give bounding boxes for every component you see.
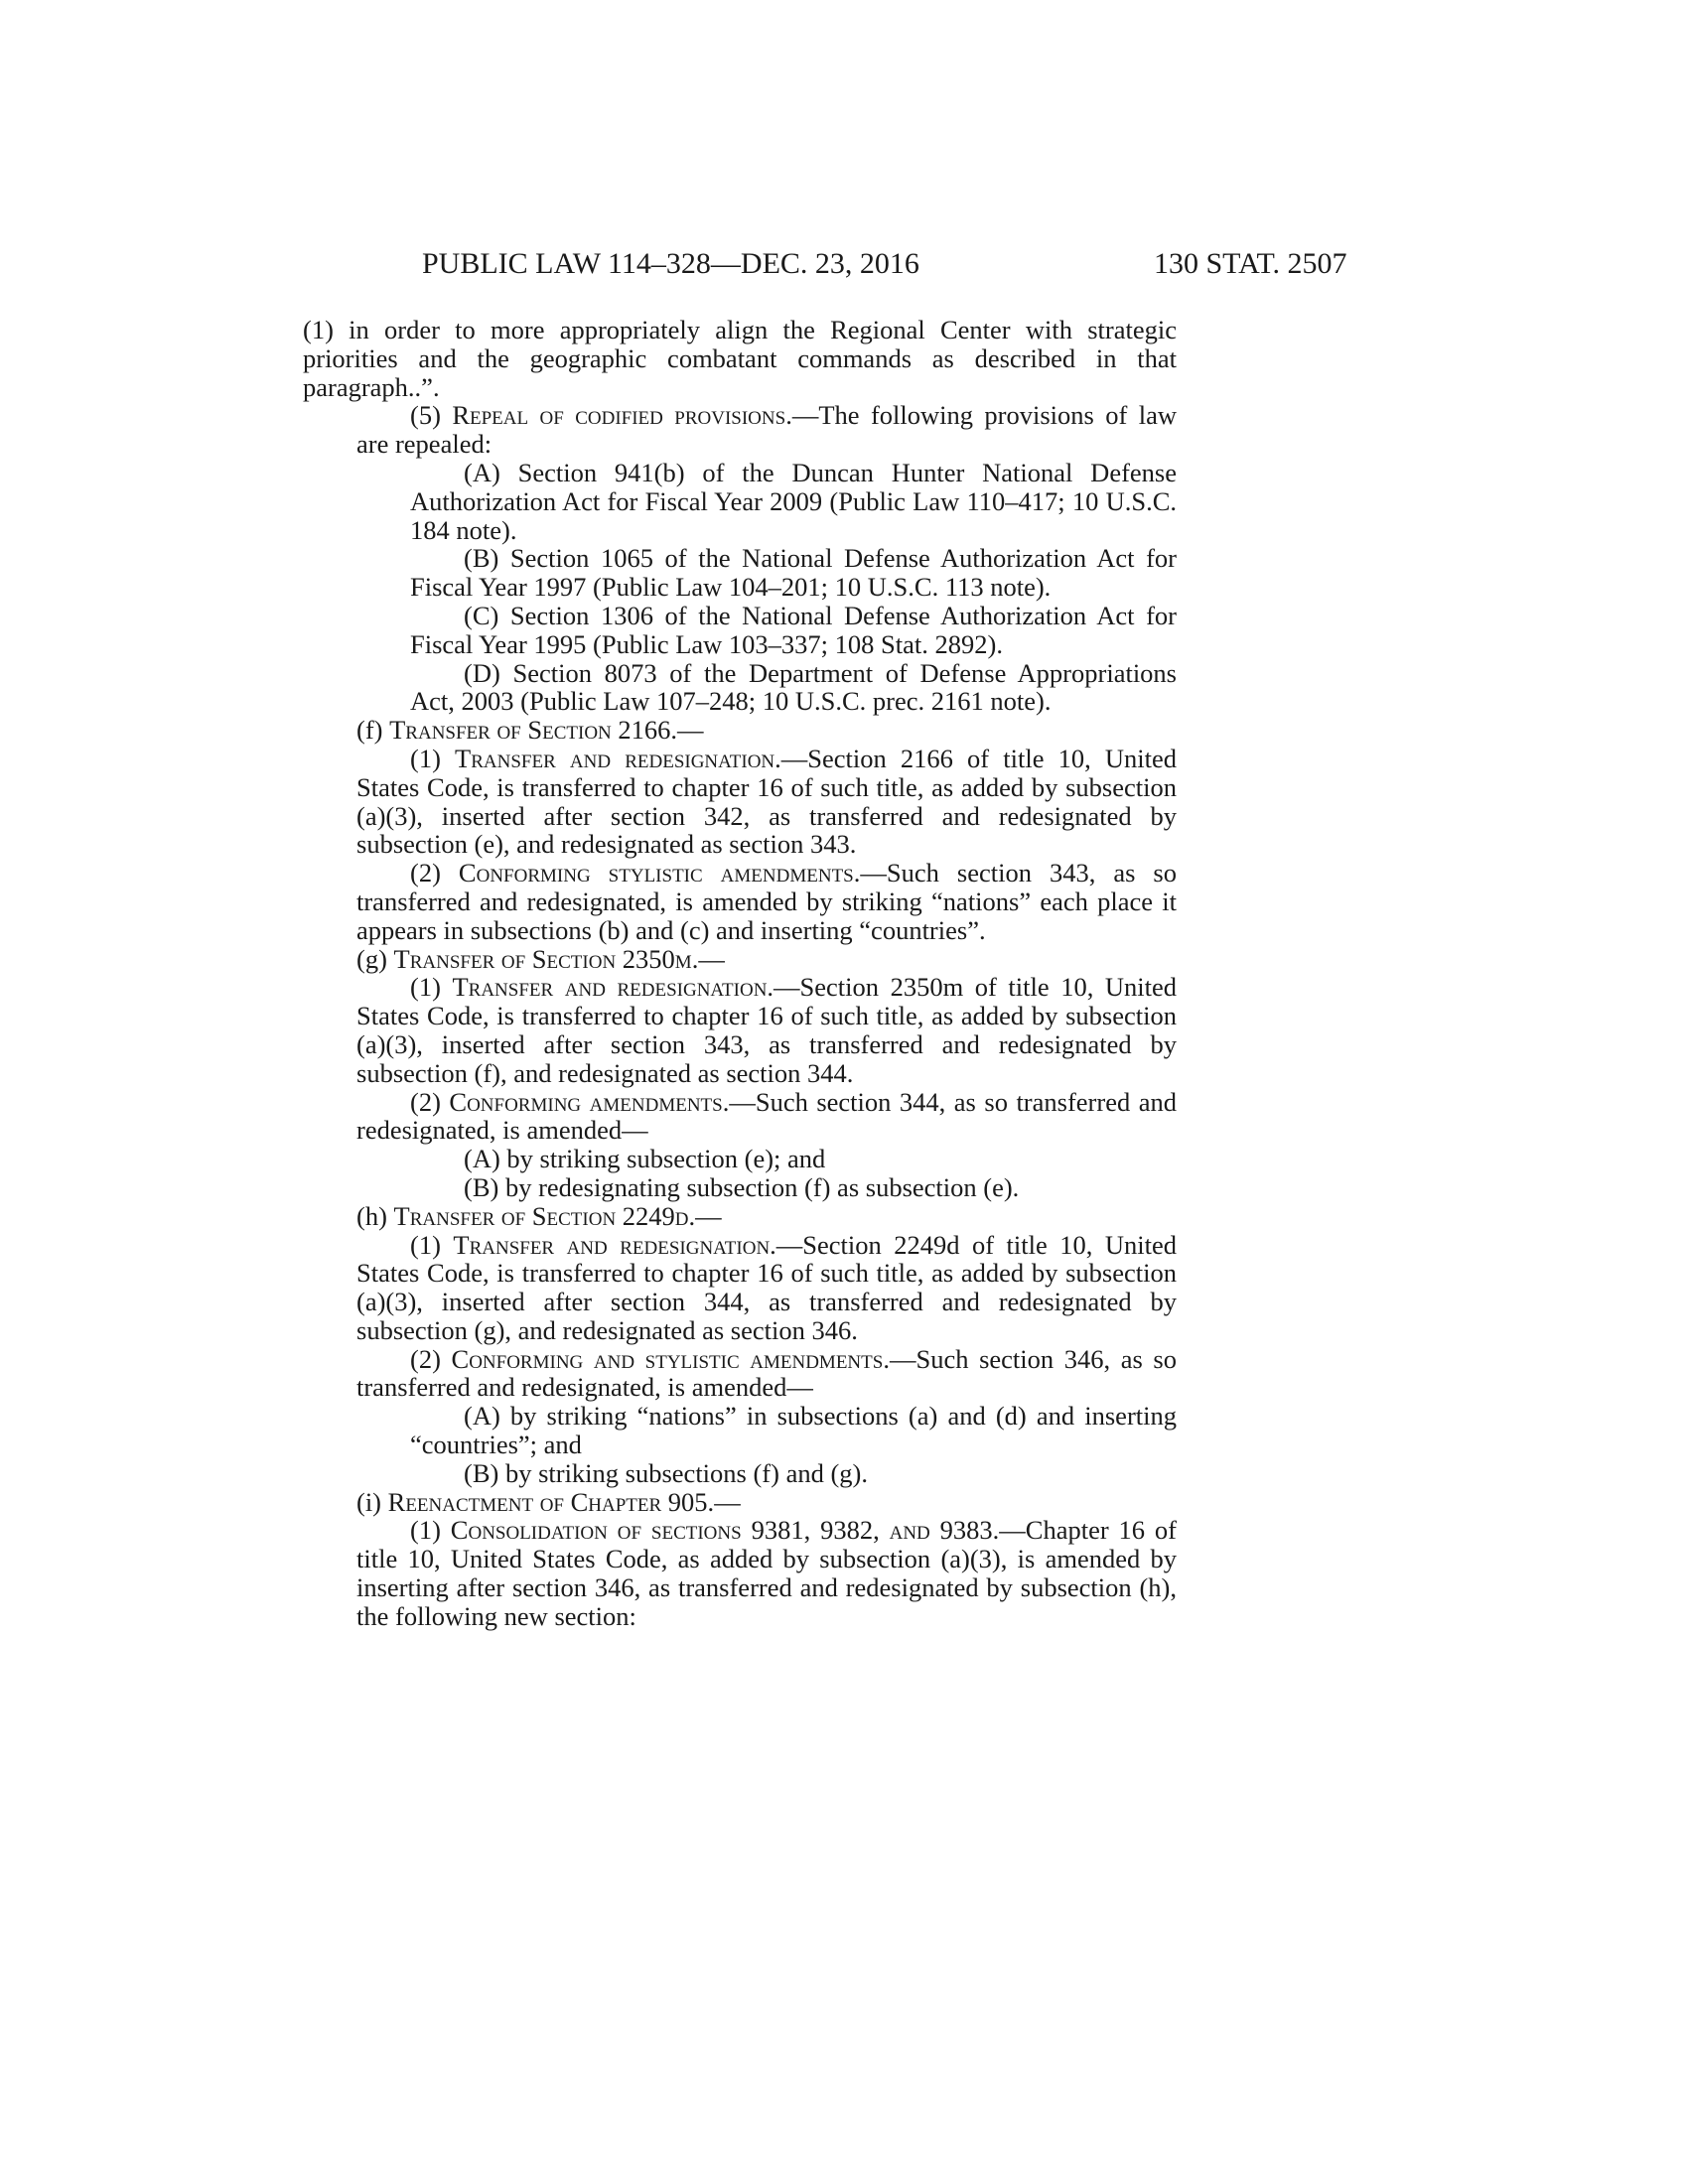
subsection-dash: — bbox=[698, 943, 725, 974]
subparagraph-a: (A) by striking subsection (e); and bbox=[464, 1144, 826, 1174]
subsection-dash: — bbox=[714, 1486, 741, 1517]
subsection-i-heading bbox=[303, 1488, 1177, 1517]
subsection-heading: Transfer of Section 2166. bbox=[389, 715, 678, 746]
subsection-heading: Transfer of Section 2350m. bbox=[393, 943, 699, 974]
subsection-i-paragraph-1 bbox=[303, 1516, 1177, 1630]
subsection-heading: Transfer of Section 2249d. bbox=[393, 1200, 696, 1231]
paragraph-number: (1) bbox=[410, 743, 456, 773]
subsection-f-paragraph-2 bbox=[303, 859, 1177, 944]
subsection-heading: Reenactment of Chapter 905. bbox=[387, 1486, 715, 1517]
paragraph-text: —Section 2350m of title 10, United States Code, is transferred to chapter 16 of such title, as added by subsection (a)(3), inserted after section 343, as transferred and redesignated by subsection (f), and redesignated as section 344. bbox=[356, 972, 1178, 1088]
subsection-g-paragraph-1 bbox=[303, 973, 1177, 1087]
paragraph-number: (1) bbox=[410, 1229, 454, 1260]
paragraph-heading: Consolidation of sections 9381, 9382, and 9383. bbox=[450, 1515, 1000, 1546]
paragraph-1-continuation: (1) in order to more appropriately align the Regional Center with strategic priorities and the geographic combatant commands as described in that paragraph..”. bbox=[303, 315, 1177, 402]
paragraph-number: (5) bbox=[410, 400, 453, 431]
paragraph-heading: Conforming stylistic amendments. bbox=[458, 858, 861, 888]
paragraph-heading: Transfer and redesignation. bbox=[455, 743, 781, 773]
page-header bbox=[0, 244, 1688, 284]
subsection-number: (i) bbox=[356, 1486, 388, 1517]
subsection-g-paragraph-2 bbox=[303, 1088, 1177, 1146]
subsection-number: (g) bbox=[356, 943, 394, 974]
subparagraph-c: (C) Section 1306 of the National Defense Authorization Act for Fiscal Year 1995 (Public Law 103–337; 108 Stat. 2892). bbox=[410, 600, 1177, 659]
paragraph-heading: Conforming amendments. bbox=[449, 1086, 730, 1117]
paragraph-heading: Transfer and redesignation. bbox=[453, 1229, 776, 1260]
paragraph-text: —Such section 344, as so transferred and redesignated, is amended— bbox=[356, 1086, 1177, 1146]
paragraph-text: —Section 2249d of title 10, United States Code, is transferred to chapter 16 of such title, as added by subsection (a)(3), inserted after section 344, as transferred and redesignated by subsection (g), and redesignated as section 346. bbox=[356, 1229, 1177, 1345]
subparagraph-b: (B) by striking subsections (f) and (g). bbox=[464, 1457, 868, 1488]
paragraph-text: —Such section 346, as so transferred and redesignated, is amended— bbox=[356, 1343, 1177, 1403]
subsection-f-paragraph-1 bbox=[303, 745, 1177, 859]
paragraph-number: (2) bbox=[410, 858, 459, 888]
paragraph-text: —Chapter 16 of title 10, United States Code, as added by subsection (a)(3), is amended by inserting after section 346, as transferred and redesignated by subsection (h), the following new section: bbox=[356, 1515, 1177, 1631]
statute-page-number: 130 STAT. 2507 bbox=[1154, 247, 1347, 280]
subsection-h-paragraph-1 bbox=[303, 1231, 1177, 1345]
subsection-dash: — bbox=[695, 1200, 722, 1231]
paragraph-number: (2) bbox=[410, 1343, 452, 1374]
subparagraph-a: (A) Section 941(b) of the Duncan Hunter National Defense Authorization Act for Fiscal Year 2009 (Public Law 110–417; 10 U.S.C. 184 note). bbox=[410, 457, 1177, 545]
subsection-h-heading bbox=[303, 1202, 1177, 1231]
paragraph-heading: Transfer and redesignation. bbox=[452, 972, 774, 1003]
paragraph-heading: Repeal of codified provisions. bbox=[452, 400, 792, 431]
law-title: PUBLIC LAW 114–328—DEC. 23, 2016 bbox=[422, 247, 919, 280]
subsection-number: (h) bbox=[356, 1200, 394, 1231]
paragraph-text: —Section 2166 of title 10, United States Code, is transferred to chapter 16 of such title, as added by subsection (a)(3), inserted after section 342, as transferred and redesignated by subsection (e), and redesignated as section 343. bbox=[356, 743, 1177, 860]
subparagraph-d: (D) Section 8073 of the Department of Defense Appropriations Act, 2003 (Public Law 107–248; 10 U.S.C. prec. 2161 note). bbox=[410, 657, 1177, 717]
paragraph-heading: Conforming and stylistic amendments. bbox=[451, 1343, 890, 1374]
paragraph-number: (1) bbox=[410, 1515, 451, 1546]
paragraph-5-repeal bbox=[303, 401, 1177, 459]
subsection-f-heading bbox=[303, 716, 1177, 745]
subparagraph-b: (B) by redesignating subsection (f) as subsection (e). bbox=[464, 1171, 1020, 1202]
subsection-h-paragraph-2 bbox=[303, 1345, 1177, 1403]
subparagraph-b: (B) Section 1065 of the National Defense Authorization Act for Fiscal Year 1997 (Public Law 104–201; 10 U.S.C. 113 note). bbox=[410, 543, 1177, 603]
subsection-dash: — bbox=[677, 715, 704, 746]
paragraph-text: —The following provisions of law are repealed: bbox=[356, 400, 1177, 460]
paragraph-number: (1) bbox=[410, 972, 453, 1003]
subsection-number: (f) bbox=[356, 715, 390, 746]
paragraph-number: (2) bbox=[410, 1086, 450, 1117]
subsection-g-heading bbox=[303, 945, 1177, 974]
subparagraph-a: (A) by striking “nations” in subsections (a) and (d) and inserting “countries”; and bbox=[410, 1401, 1177, 1460]
document-body bbox=[303, 316, 1177, 1631]
paragraph-text: —Such section 343, as so transferred and redesignated, is amended by striking “nations” each place it appears in subsections (b) and (c) and inserting “countries”. bbox=[356, 858, 1177, 945]
